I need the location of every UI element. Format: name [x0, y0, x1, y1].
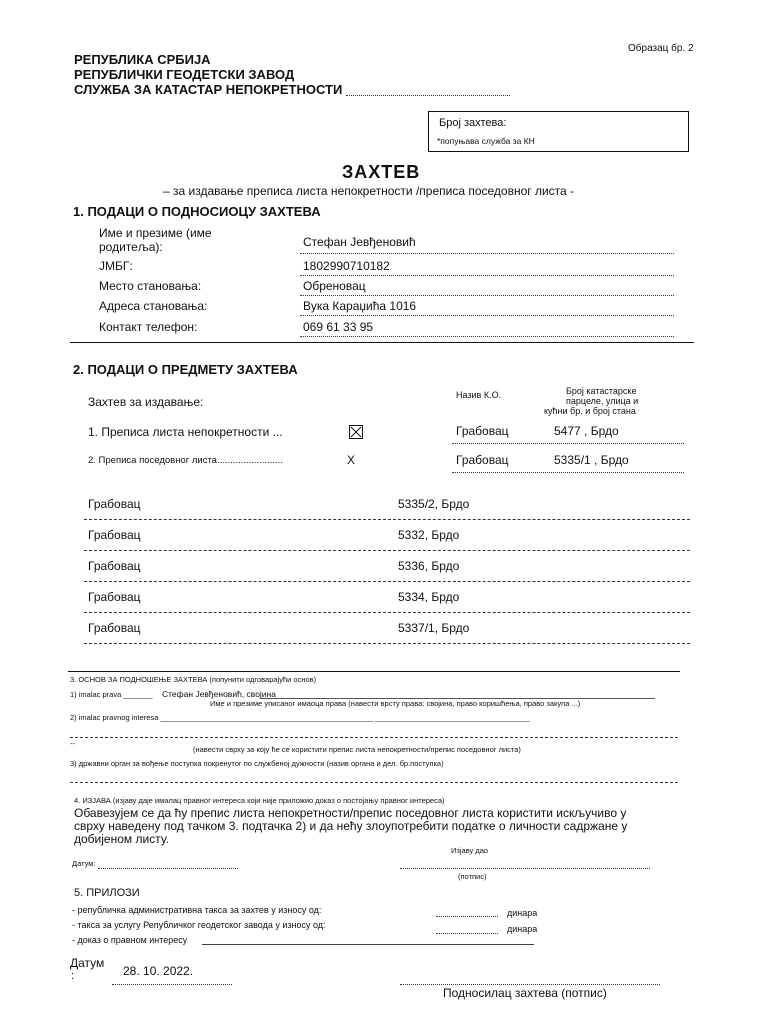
- footer-date-label: Датум: [70, 956, 105, 970]
- footer-signature-label: Подносилац захтева (потпис): [443, 986, 607, 1000]
- row-ko[interactable]: Грабовац: [88, 528, 141, 542]
- section3-owner-value[interactable]: Стефан Јевђеновић, својина: [162, 689, 276, 699]
- item2-ko[interactable]: Грабовац: [456, 453, 509, 467]
- statement-issued-by: Изјаву дао: [451, 846, 489, 855]
- jmbg-underline: [300, 275, 674, 276]
- jmbg-value[interactable]: 1802990710182: [303, 259, 390, 273]
- request-for-label: Захтев за издавање:: [88, 395, 204, 409]
- request-number-box: [428, 111, 689, 152]
- column-header-parcel-2: парцеле, улица и: [566, 396, 639, 406]
- footer-colon: :: [71, 970, 75, 982]
- row-parcel[interactable]: 5334, Брдо: [398, 590, 460, 604]
- admin-fee-amount-line[interactable]: [436, 916, 498, 917]
- section3-dash-mark: --: [70, 739, 75, 748]
- request-number-label: Број захтева:: [439, 117, 507, 129]
- name-label-line2: родитеља):: [99, 240, 163, 254]
- attachment-admin-fee: - републичка административна такса за захтев у износу од:: [72, 905, 322, 915]
- phone-underline: [300, 336, 674, 337]
- item2-parcel[interactable]: 5335/1 , Брдо: [554, 453, 629, 467]
- header-line-service: СЛУЖБА ЗА КАТАСТАР НЕПОКРЕТНОСТИ: [74, 82, 343, 97]
- statement-signature-line: [400, 868, 650, 869]
- document-title: ЗАХТЕВ: [342, 162, 421, 182]
- legal-interest-proof-line[interactable]: [202, 944, 534, 945]
- section3-owner-prefix: 1) imalac prava _______: [70, 690, 153, 699]
- row-parcel[interactable]: 5332, Брдо: [398, 528, 460, 542]
- header-line-republic: РЕПУБЛИКА СРБИЈА: [74, 52, 211, 67]
- name-underline: [300, 253, 674, 254]
- address-label: Адреса становања:: [99, 299, 208, 313]
- row-parcel[interactable]: 5337/1, Брдо: [398, 621, 470, 635]
- name-value[interactable]: Стефан Јевђеновић: [303, 235, 416, 249]
- place-value[interactable]: Обреновац: [303, 279, 366, 293]
- phone-value[interactable]: 069 61 33 95: [303, 320, 374, 334]
- name-label-line1: Име и презиме (име: [99, 226, 212, 240]
- row-underline: [84, 519, 690, 520]
- statement-line1: Обавезујем се да ћу препис листа непокретности/препис поседовног листа користити искључиво у: [74, 806, 627, 820]
- document-subtitle: – за издавање преписа листа непокретности /преписа поседовног листа -: [163, 184, 575, 198]
- admin-fee-currency: динара: [507, 908, 538, 918]
- column-header-parcel-1: Број катастарске: [566, 386, 637, 396]
- column-header-parcel-3: кућни бр. и број стана: [544, 406, 636, 416]
- row-underline: [84, 550, 690, 551]
- section3-state-organ-line: [70, 782, 678, 783]
- place-label: Место становања:: [99, 279, 202, 293]
- row-ko[interactable]: Грабовац: [88, 590, 141, 604]
- address-value[interactable]: Вука Караџића 1016: [303, 299, 417, 313]
- header-line-institute: РЕПУБЛИЧКИ ГЕОДЕТСКИ ЗАВОД: [74, 67, 295, 82]
- row-ko[interactable]: Грабовац: [88, 621, 141, 635]
- section5-heading: 5. ПРИЛОЗИ: [74, 887, 140, 899]
- jmbg-label: ЈМБГ:: [99, 259, 133, 273]
- item2-underline: [452, 472, 684, 473]
- item2-label: 2. Преписа поседовног листа.........................: [88, 455, 283, 466]
- section1-heading: 1. ПОДАЦИ О ПОДНОСИОЦУ ЗАХТЕВА: [73, 204, 321, 219]
- request-number-note: *попуњава служба за КН: [437, 136, 535, 146]
- footer-date-line: [112, 984, 232, 985]
- service-dotted-line: [346, 95, 510, 96]
- item1-label: 1. Преписа листа непокретности ...: [88, 425, 283, 439]
- section4-heading: 4. ИЗЈАВА (изјаву даје ималац правног интереса који није приложио доказ о постојању правног интереса): [74, 796, 445, 805]
- form-number: Образац бр. 2: [628, 43, 694, 54]
- statement-signature-caption: (потпис): [458, 872, 487, 881]
- section3-heading: 3. ОСНОВ ЗА ПОДНОШЕЊЕ ЗАХТЕВА (попунити одговарајући основ): [70, 675, 317, 684]
- footer-date-value[interactable]: 28. 10. 2022.: [123, 964, 194, 978]
- attachment-service-fee: - такса за услугу Републичког геодетског завода у износу од:: [72, 920, 326, 930]
- section3-owner-caption: Име и презиме уписаног имаоца права (навести врсту права: својина, право коришћења, право закупа ...): [210, 699, 581, 708]
- row-underline: [84, 612, 690, 613]
- statement-line3: добијеном листу.: [74, 832, 169, 846]
- place-underline: [300, 295, 674, 296]
- row-ko[interactable]: Грабовац: [88, 497, 141, 511]
- phone-label: Контакт телефон:: [99, 320, 198, 334]
- item1-parcel[interactable]: 5477 , Брдо: [554, 424, 619, 438]
- attachment-legal-interest-proof: - доказ о правном интересу: [72, 935, 188, 945]
- item1-check-mark-icon: [350, 426, 362, 438]
- service-fee-currency: динара: [507, 924, 538, 934]
- row-parcel[interactable]: 5335/2, Брдо: [398, 497, 470, 511]
- row-ko[interactable]: Грабовац: [88, 559, 141, 573]
- statement-date-line: [98, 868, 238, 869]
- statement-line2: сврху наведену под тачком 3. подтачка 2) и да нећу злоупотребити податке о личности садржане у: [74, 819, 628, 833]
- section3-purpose-caption: (навести сврху за коју ће се користити препис листа непокретности/препис поседовног листа): [193, 745, 521, 754]
- section1-divider: [70, 342, 694, 343]
- section3-state-organ: 3) државни орган за вођење поступка покренутог по службеној дужности (назив органа и дел. бр.поступка): [70, 759, 444, 768]
- section3-interest-line: 2) imalac pravnog interesa ___________________________________________________ _____________________________________: [70, 713, 530, 722]
- item1-underline: [452, 443, 684, 444]
- section2-divider: [68, 671, 680, 672]
- service-fee-amount-line[interactable]: [436, 933, 498, 934]
- footer-signature-line: [400, 984, 660, 985]
- statement-date-label: Датум:: [72, 859, 96, 868]
- item1-ko[interactable]: Грабовац: [456, 424, 509, 438]
- section2-heading: 2. ПОДАЦИ О ПРЕДМЕТУ ЗАХТЕВА: [73, 362, 298, 377]
- column-header-ko: Назив К.О.: [456, 390, 502, 400]
- item2-mark[interactable]: X: [347, 453, 356, 467]
- section3-purpose-line: [70, 737, 678, 738]
- address-underline: [300, 315, 674, 316]
- row-parcel[interactable]: 5336, Брдо: [398, 559, 460, 573]
- item1-checkbox[interactable]: [349, 425, 363, 439]
- row-underline: [84, 581, 690, 582]
- row-underline: [84, 643, 690, 644]
